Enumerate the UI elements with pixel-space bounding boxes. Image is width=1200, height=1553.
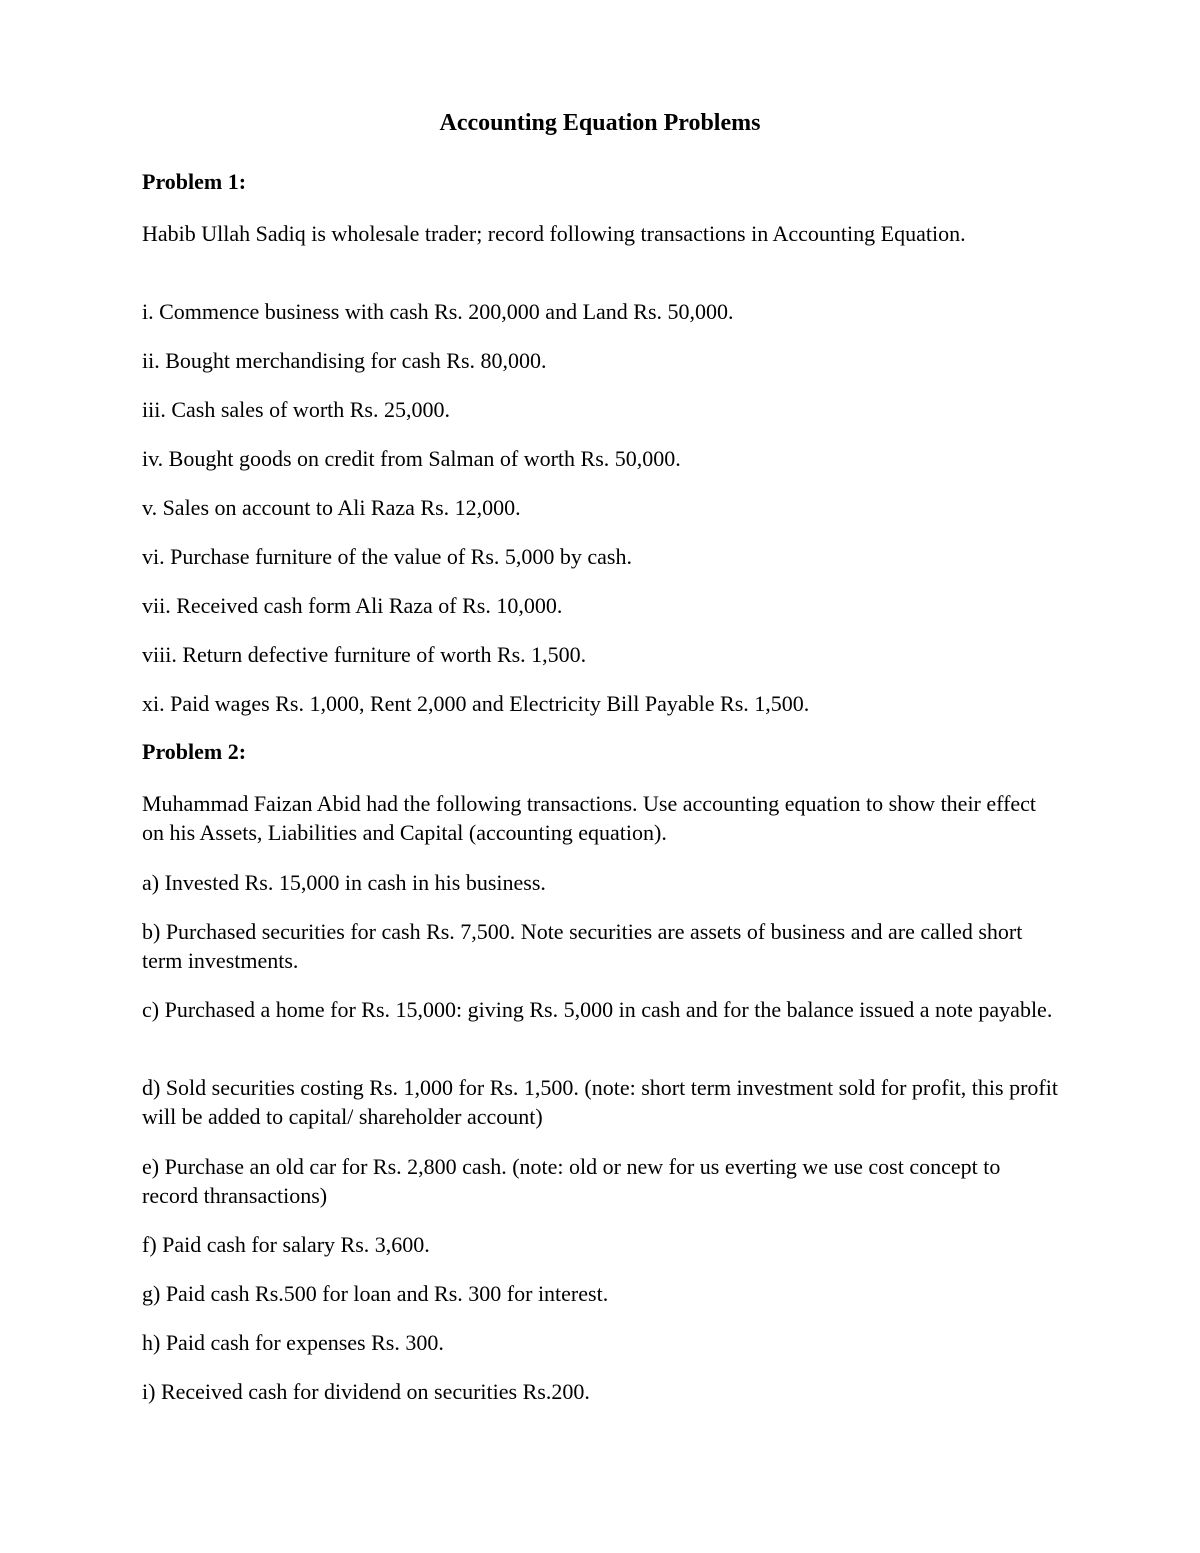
problem-1-intro: Habib Ullah Sadiq is wholesale trader; record following transactions in Accounting Equation. — [142, 221, 966, 246]
problem-1-item: viii. Return defective furniture of worth Rs. 1,500. — [142, 642, 587, 667]
problem-1-heading: Problem 1: — [142, 169, 247, 194]
problem-2-item: h) Paid cash for expenses Rs. 300. — [142, 1330, 444, 1355]
problem-2-item: c) Purchased a home for Rs. 15,000: giving Rs. 5,000 in cash and for the balance issued a note payable. — [142, 997, 1053, 1022]
problem-2-item: g) Paid cash Rs.500 for loan and Rs. 300 for interest. — [142, 1281, 609, 1306]
problem-2-item: i) Received cash for dividend on securities Rs.200. — [142, 1379, 590, 1404]
problem-2-item: d) Sold securities costing Rs. 1,000 for Rs. 1,500. (note: short term investment sold for profit, this profit will be added to capital/ shareholder account) — [142, 1075, 1058, 1129]
problem-2-item: a) Invested Rs. 15,000 in cash in his business. — [142, 870, 546, 895]
problem-1-item: v. Sales on account to Ali Raza Rs. 12,000. — [142, 495, 521, 520]
problem-1-item: vi. Purchase furniture of the value of Rs. 5,000 by cash. — [142, 544, 632, 569]
problem-1-item: i. Commence business with cash Rs. 200,000 and Land Rs. 50,000. — [142, 299, 734, 324]
problem-2-heading: Problem 2: — [142, 739, 247, 764]
problem-1-item: vii. Received cash form Ali Raza of Rs. 10,000. — [142, 593, 563, 618]
problem-2-item: e) Purchase an old car for Rs. 2,800 cash. (note: old or new for us everting we use cost concept to record thransactions) — [142, 1154, 1001, 1208]
problem-1-item: iv. Bought goods on credit from Salman of worth Rs. 50,000. — [142, 446, 681, 471]
problem-1-item: ii. Bought merchandising for cash Rs. 80,000. — [142, 348, 547, 373]
problem-1-item: xi. Paid wages Rs. 1,000, Rent 2,000 and Electricity Bill Payable Rs. 1,500. — [142, 691, 810, 716]
problem-2-intro: Muhammad Faizan Abid had the following transactions. Use accounting equation to show their effect on his Assets, Liabilities and Capital (accounting equation). — [142, 791, 1037, 845]
problem-2-item: f) Paid cash for salary Rs. 3,600. — [142, 1232, 430, 1257]
document-title: Accounting Equation Problems — [439, 110, 761, 136]
problem-1-item: iii. Cash sales of worth Rs. 25,000. — [142, 397, 450, 422]
problem-2-item: b) Purchased securities for cash Rs. 7,500. Note securities are assets of business and are called short term investments. — [142, 919, 1023, 973]
